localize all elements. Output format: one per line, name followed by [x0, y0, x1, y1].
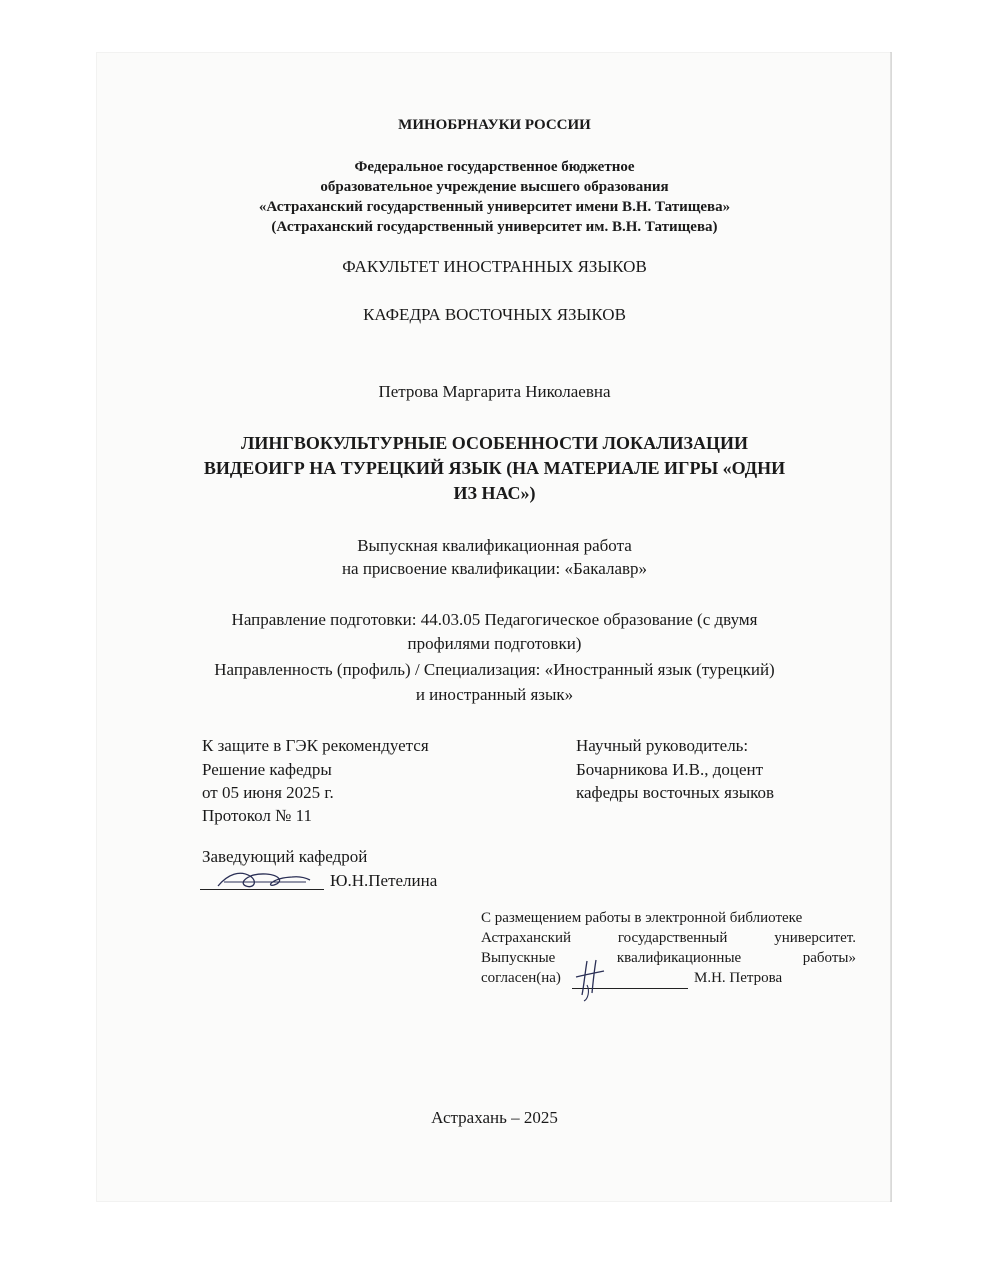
author-signature — [570, 955, 610, 1003]
consent-word: государственный — [617, 930, 728, 946]
direction-line-2: профилями подготовки) — [407, 634, 582, 653]
defense-line-4: Протокол № 11 — [202, 806, 313, 825]
consent-line-3 — [481, 950, 856, 967]
institution-line-3: «Астраханский государственный университет имени В.Н. Татищева» — [258, 199, 731, 215]
supervisor-line-2: Бочарникова И.В., доцент — [576, 760, 764, 779]
consent-word: Астраханский — [481, 930, 571, 946]
consent-word: Выпускные — [481, 950, 556, 966]
head-name: Ю.Н.Петелина — [330, 871, 438, 890]
institution-line-4: (Астраханский государственный университет им. В.Н. Татищева) — [271, 219, 718, 235]
thesis-title-line-2: ВИДЕОИГР НА ТУРЕЦКИЙ ЯЗЫК (НА МАТЕРИАЛЕ ИГРЫ «ОДНИ — [203, 458, 786, 478]
head-signature — [214, 864, 314, 894]
profile-line-2: и иностранный язык» — [415, 685, 574, 704]
work-type-line-2: на присвоение квалификации: «Бакалавр» — [341, 559, 648, 578]
consent-word: работы» — [802, 950, 856, 966]
supervisor-line-1: Научный руководитель: — [576, 736, 749, 755]
institution-line-1: Федеральное государственное бюджетное — [354, 159, 635, 175]
work-type-line-1: Выпускная квалификационная работа — [357, 536, 632, 555]
ministry-heading: МИНОБРНАУКИ РОССИИ — [398, 117, 591, 133]
profile-line-1: Направленность (профиль) / Специализация: «Иностранный язык (турецкий) — [214, 660, 775, 679]
defense-line-3: от 05 июня 2025 г. — [202, 783, 334, 802]
direction-line-1: Направление подготовки: 44.03.05 Педагогическое образование (с двумя — [231, 610, 758, 629]
consent-line-1: С размещением работы в электронной библиотеке — [481, 910, 803, 926]
faculty-heading: ФАКУЛЬТЕТ ИНОСТРАННЫХ ЯЗЫКОВ — [342, 257, 647, 276]
consent-word: университет. — [774, 930, 856, 946]
department-heading: КАФЕДРА ВОСТОЧНЫХ ЯЗЫКОВ — [363, 305, 626, 324]
consent-word: квалификационные — [616, 950, 742, 966]
consent-agree-label: согласен(на) — [481, 970, 561, 986]
head-title: Заведующий кафедрой — [202, 847, 368, 866]
thesis-title-line-3: ИЗ НАС») — [453, 483, 536, 503]
consent-author-name: М.Н. Петрова — [694, 970, 783, 986]
thesis-title-line-1: ЛИНГВОКУЛЬТУРНЫЕ ОСОБЕННОСТИ ЛОКАЛИЗАЦИИ — [241, 433, 748, 453]
institution-line-2: образовательное учреждение высшего образования — [320, 179, 669, 195]
defense-line-2: Решение кафедры — [202, 760, 332, 779]
supervisor-line-3: кафедры восточных языков — [576, 783, 775, 802]
footer-city-year: Астрахань – 2025 — [431, 1108, 558, 1127]
consent-line-2 — [481, 930, 856, 947]
defense-line-1: К защите в ГЭК рекомендуется — [202, 736, 429, 755]
author-name: Петрова Маргарита Николаевна — [378, 382, 611, 401]
